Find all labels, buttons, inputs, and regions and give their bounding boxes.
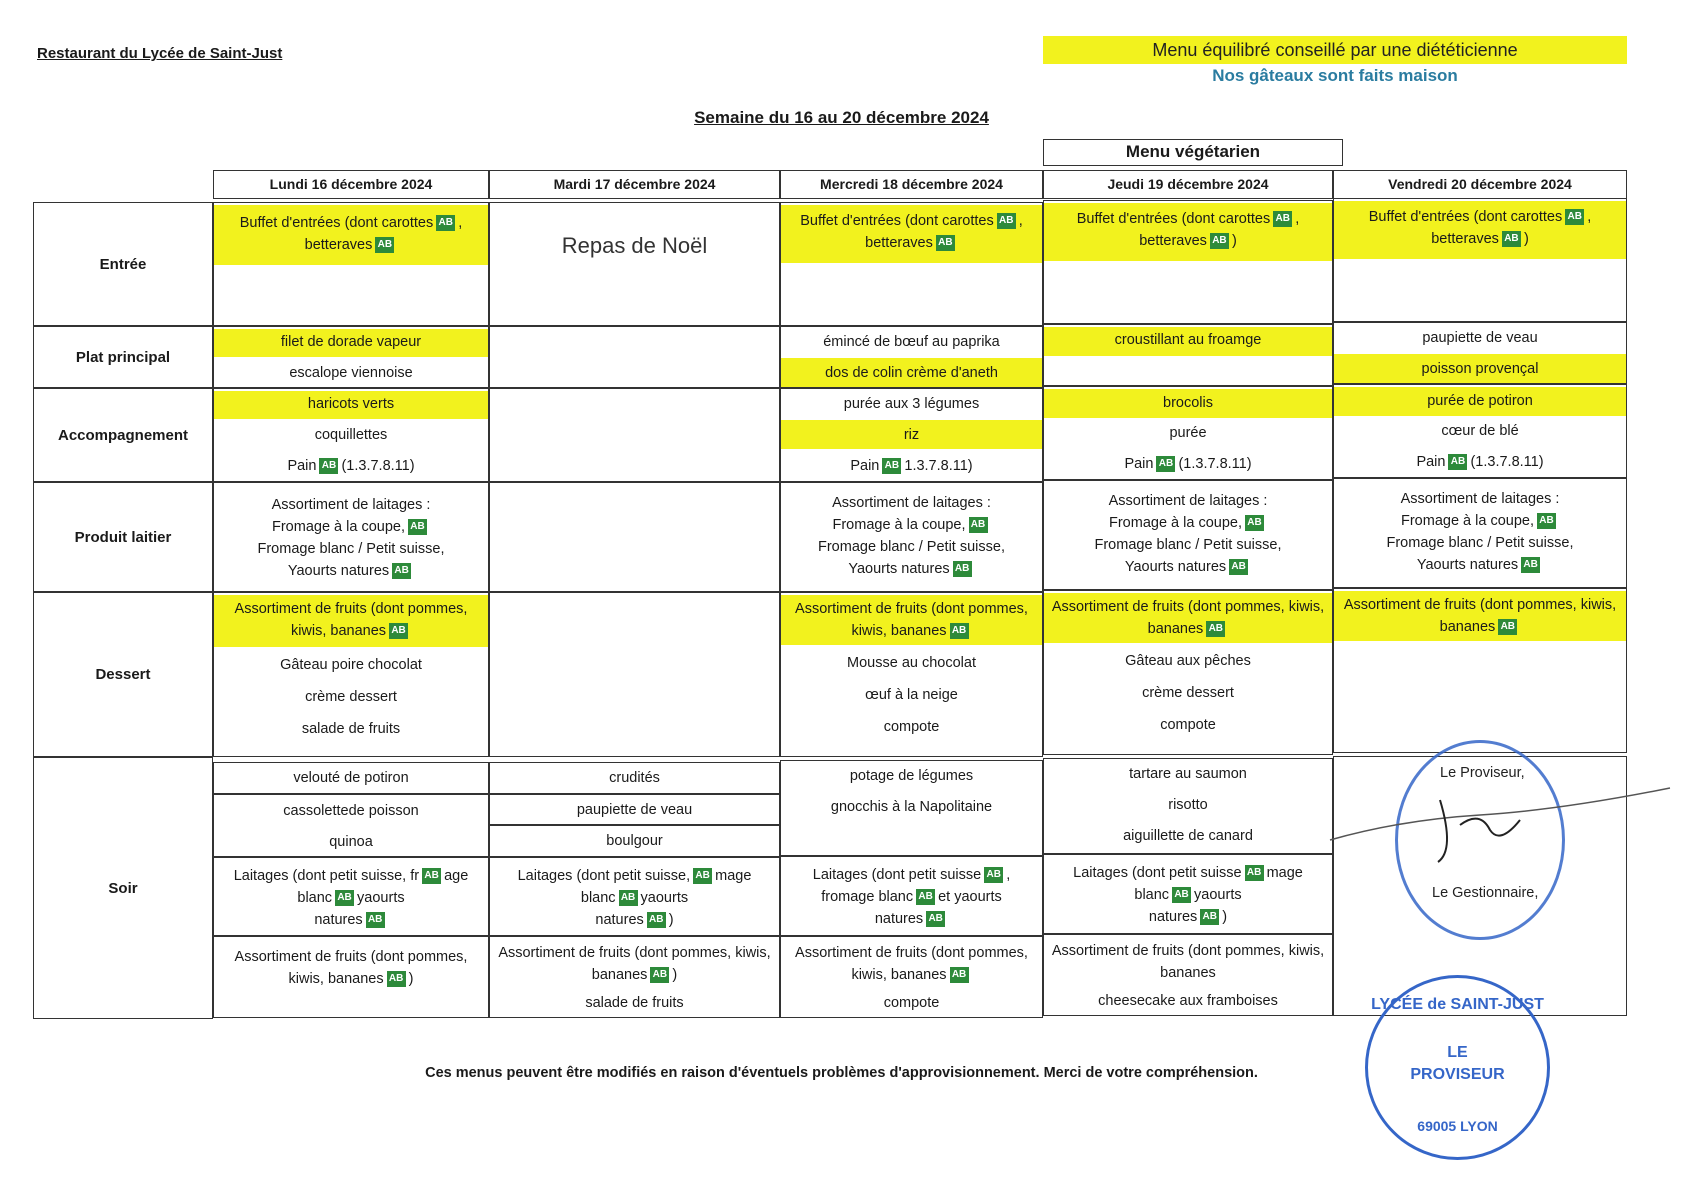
vegetarian-menu-label: Menu végétarien <box>1043 139 1343 166</box>
bio-label-icon: AB <box>375 237 394 253</box>
lundi-lait-4: Yaourts natures <box>287 563 390 579</box>
lundi-plat-2: escalope viennoise <box>289 365 413 381</box>
mardi-laitier-cell <box>489 482 780 592</box>
bio-label-icon: AB <box>1200 909 1219 925</box>
mercredi-dessert-cell: Assortiment de fruits (dont pommes, kiwis, bananes AB Mousse au chocolat œuf à la neige compote <box>780 592 1043 757</box>
bio-label-icon: AB <box>392 563 411 579</box>
bio-label-icon: AB <box>984 867 1003 883</box>
bio-label-icon: AB <box>1210 233 1229 249</box>
lundi-pain: Pain <box>287 458 317 474</box>
day-header-vendredi: Vendredi 20 décembre 2024 <box>1333 170 1627 199</box>
lundi-soir-2: cassolettede poisson quinoa <box>213 794 489 857</box>
row-label-plat: Plat principal <box>33 326 213 388</box>
bio-label-icon: AB <box>936 235 955 251</box>
stamp-bottom-text: 69005 LYON <box>1417 1118 1498 1134</box>
bio-label-icon: AB <box>319 458 338 474</box>
lundi-entree-cell: Buffet d'entrées (dont carottes AB , betteraves AB <box>213 202 489 326</box>
lundi-accomp-1: haricots verts <box>307 396 395 412</box>
bio-label-icon: AB <box>1245 515 1264 531</box>
signature-scribble <box>1320 780 1680 870</box>
lundi-dessert-cell <box>213 592 489 757</box>
bio-label-icon: AB <box>1229 559 1248 575</box>
jeudi-entree-cell: Buffet d'entrées (dont carottes AB , betteraves AB ) <box>1043 200 1333 324</box>
bio-label-icon: AB <box>389 623 408 639</box>
mardi-dessert-cell <box>489 592 780 757</box>
lundi-des-4: crème dessert <box>305 689 397 705</box>
lundi-plat-1: filet de dorade vapeur <box>280 334 422 350</box>
homemade-cakes-note: Nos gâteaux sont faits maison <box>1212 66 1458 85</box>
week-title: Semaine du 16 au 20 décembre 2024 <box>694 108 989 127</box>
lundi-des-3: Gâteau poire chocolat <box>280 657 422 673</box>
mardi-entree-cell <box>489 202 780 326</box>
bio-label-icon: AB <box>1565 209 1584 225</box>
jeudi-soir-laitages: Laitages (dont petit suisse AB mage blanc AB yaourts natures AB ) <box>1043 854 1333 934</box>
lundi-soir-fruits: Assortiment de fruits (dont pommes, kiwis, bananes AB ) <box>213 936 489 1018</box>
mercredi-accomp-cell: purée aux 3 légumes riz Pain AB 1.3.7.8.11) <box>780 388 1043 482</box>
bio-label-icon: AB <box>1498 619 1517 635</box>
bio-label-icon: AB <box>650 967 669 983</box>
vendredi-accomp-cell: purée de potiron cœur de blé Pain AB (1.3.7.8.11) <box>1333 384 1627 478</box>
bio-label-icon: AB <box>436 215 455 231</box>
mardi-soir-laitages: Laitages (dont petit suisse, AB mage blanc AB yaourts natures AB ) <box>489 857 780 936</box>
proviseur-label: Le Proviseur, <box>1440 765 1525 781</box>
lundi-des-5: salade de fruits <box>301 721 401 737</box>
bio-label-icon: AB <box>1245 865 1264 881</box>
lundi-soir-laitages: Laitages (dont petit suisse, fr AB age blanc AB yaourts natures AB <box>213 857 489 936</box>
mercredi-soir-6: compote <box>883 995 940 1011</box>
day-header-jeudi: Jeudi 19 décembre 2024 <box>1043 170 1333 199</box>
bio-label-icon: AB <box>997 213 1016 229</box>
mercredi-soir-fruits: Assortiment de fruits (dont pommes, kiwis, bananes AB compote <box>780 936 1043 1018</box>
jeudi-soir-2: risotto <box>1168 797 1208 813</box>
mardi-soir-2: paupiette de veau <box>489 794 780 825</box>
bio-label-icon: AB <box>1448 454 1467 470</box>
lundi-accomp-2: coquillettes <box>314 427 388 443</box>
lundi-des-1: Assortiment de fruits (dont pommes, <box>234 601 468 617</box>
footer-disclaimer: Ces menus peuvent être modifiés en raison d'éventuels problèmes d'approvisionnement. Merci de votre compréhension. <box>425 1065 1258 1081</box>
jeudi-accomp-cell: brocolis purée Pain AB (1.3.7.8.11) <box>1043 386 1333 480</box>
day-header-mercredi: Mercredi 18 décembre 2024 <box>780 170 1043 199</box>
bio-label-icon: AB <box>408 519 427 535</box>
bio-label-icon: AB <box>619 890 638 906</box>
lundi-entree-line1: Buffet d'entrées (dont carottes <box>239 215 434 231</box>
mercredi-soir-2: gnocchis à la Napolitaine <box>830 799 993 815</box>
vendredi-plat-cell: paupiette de veau poisson provençal <box>1333 322 1627 384</box>
dietitian-banner: Menu équilibré conseillé par une diététicienne <box>1043 36 1627 64</box>
mercredi-plat-cell: émincé de bœuf au paprika dos de colin crème d'aneth <box>780 326 1043 388</box>
mardi-plat-cell <box>489 326 780 388</box>
mardi-accomp-cell <box>489 388 780 482</box>
bio-label-icon: AB <box>1502 231 1521 247</box>
christmas-meal-label: Repas de Noël <box>561 233 708 258</box>
jeudi-plat-cell: croustillant au froamge <box>1043 324 1333 386</box>
stamp-middle-1: LE <box>1447 1044 1468 1061</box>
gestionnaire-label: Le Gestionnaire, <box>1432 885 1539 901</box>
bio-label-icon: AB <box>950 623 969 639</box>
bio-label-icon: AB <box>1273 211 1292 227</box>
jeudi-soir-fruits: Assortiment de fruits (dont pommes, kiwis, bananes cheesecake aux framboises <box>1043 934 1333 1016</box>
day-header-lundi: Lundi 16 décembre 2024 <box>213 170 489 199</box>
jeudi-dessert-cell: Assortiment de fruits (dont pommes, kiwis, bananes AB Gâteau aux pêches crème dessert compote <box>1043 590 1333 755</box>
row-label-accompagnement: Accompagnement <box>33 388 213 482</box>
bio-label-icon: AB <box>1537 513 1556 529</box>
mercredi-soir-laitages: Laitages (dont petit suisse AB , fromage blanc AB et yaourts natures AB <box>780 856 1043 936</box>
bio-label-icon: AB <box>969 517 988 533</box>
mercredi-entree-cell: Buffet d'entrées (dont carottes AB , betteraves AB <box>780 202 1043 326</box>
row-label-laitier: Produit laitier <box>33 482 213 592</box>
bio-label-icon: AB <box>950 967 969 983</box>
bio-label-icon: AB <box>422 868 441 884</box>
mardi-soir-1: crudités <box>489 762 780 794</box>
jeudi-laitier-cell: Assortiment de laitages : Fromage à la coupe, AB Fromage blanc / Petit suisse, Yaourts natures AB <box>1043 480 1333 590</box>
day-header-mardi: Mardi 17 décembre 2024 <box>489 170 780 199</box>
lundi-lait-3: Fromage blanc / Petit suisse <box>257 541 441 557</box>
bio-label-icon: AB <box>953 561 972 577</box>
stamp-top-text: LYCÉE de SAINT-JUST <box>1371 996 1544 1013</box>
jeudi-soir-3: aiguillette de canard <box>1123 828 1253 844</box>
bio-label-icon: AB <box>693 868 712 884</box>
bio-label-icon: AB <box>387 971 406 987</box>
lundi-soir-3: quinoa <box>329 834 373 850</box>
vendredi-entree-cell: Buffet d'entrées (dont carottes AB , betteraves AB ) <box>1333 198 1627 322</box>
bio-label-icon: AB <box>926 911 945 927</box>
lundi-soir-1: velouté de potiron <box>213 762 489 794</box>
jeudi-soir-1: tartare au saumon risotto aiguillette de canard <box>1043 758 1333 854</box>
bio-label-icon: AB <box>1206 621 1225 637</box>
mercredi-soir-1: potage de légumes gnocchis à la Napolitaine <box>780 760 1043 856</box>
mardi-soir-fruits: Assortiment de fruits (dont pommes, kiwis, bananes AB ) salade de fruits <box>489 936 780 1018</box>
lundi-lait-1: Assortiment de laitages : <box>271 497 431 513</box>
lundi-des-2: kiwis, bananes <box>290 623 387 639</box>
lundi-accomp-cell: haricots verts coquillettes Pain AB (1.3.7.8.11) <box>213 388 489 482</box>
row-label-soir: Soir <box>33 757 213 1019</box>
mercredi-laitier-cell: Assortiment de laitages : Fromage à la coupe, AB Fromage blanc / Petit suisse, Yaourts natures AB <box>780 482 1043 592</box>
jeudi-soir-6: cheesecake aux framboises <box>1098 993 1278 1009</box>
lundi-laitier-cell: Assortiment de laitages : Fromage à la coupe, AB Fromage blanc / Petit suisse, Yaourts natures AB <box>213 482 489 592</box>
lundi-lait-2: Fromage à la coupe, <box>272 519 405 535</box>
vendredi-laitier-cell: Assortiment de laitages : Fromage à la coupe, AB Fromage blanc / Petit suisse, Yaourts natures AB <box>1333 478 1627 588</box>
mardi-soir-6: salade de fruits <box>585 995 684 1011</box>
row-label-entree: Entrée <box>33 202 213 326</box>
bio-label-icon: AB <box>335 890 354 906</box>
restaurant-name: Restaurant du Lycée de Saint-Just <box>37 45 283 62</box>
bio-label-icon: AB <box>916 889 935 905</box>
stamp-middle-2: PROVISEUR <box>1410 1066 1505 1083</box>
row-label-dessert: Dessert <box>33 592 213 757</box>
vendredi-dessert-cell: Assortiment de fruits (dont pommes, kiwis, bananes AB <box>1333 588 1627 753</box>
bio-label-icon: AB <box>1172 887 1191 903</box>
bio-label-icon: AB <box>1156 456 1175 472</box>
lundi-entree-line2: betteraves <box>304 237 373 253</box>
bio-label-icon: AB <box>1521 557 1540 573</box>
mardi-soir-3: boulgour <box>489 825 780 857</box>
lundi-plat-cell <box>213 326 489 388</box>
bio-label-icon: AB <box>647 912 666 928</box>
bio-label-icon: AB <box>882 458 901 474</box>
bio-label-icon: AB <box>366 912 385 928</box>
